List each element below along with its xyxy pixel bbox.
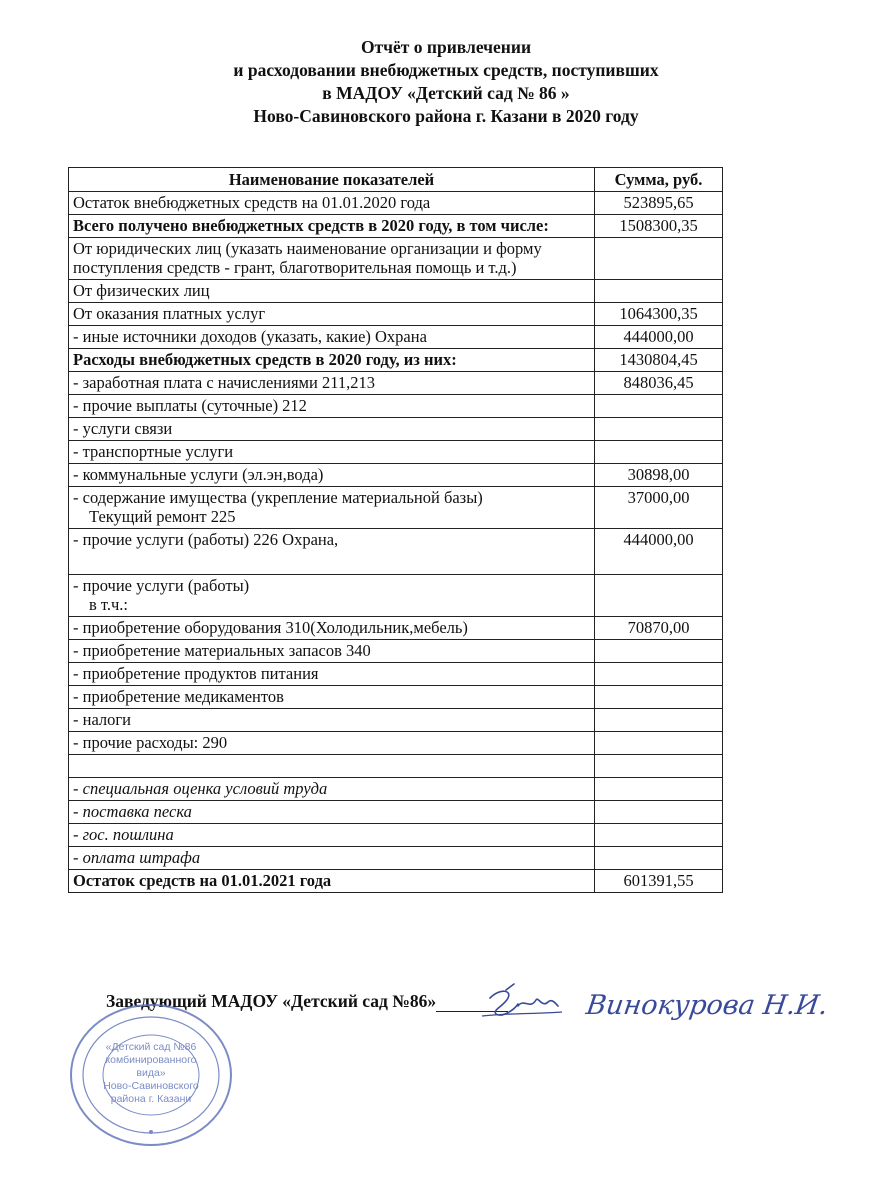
official-stamp xyxy=(66,1000,236,1150)
row-name: - прочие выплаты (суточные) 212 xyxy=(69,395,595,418)
handwritten-name: Винокурова Н.И. xyxy=(584,990,830,1021)
table-row xyxy=(69,441,723,464)
row-name: - услуги связи xyxy=(69,418,595,441)
row-name: - налоги xyxy=(69,709,595,732)
row-sum: 30898,00 xyxy=(595,464,723,487)
row-sum xyxy=(595,778,723,801)
row-sum: 1064300,35 xyxy=(595,303,723,326)
signature-label: Заведующий МАДОУ «Детский сад №86» xyxy=(106,991,437,1011)
row-name: - гос. пошлина xyxy=(69,824,595,847)
table-row xyxy=(69,238,723,280)
table-row xyxy=(69,847,723,870)
stamp-line: Ново-Савиновского xyxy=(103,1080,199,1092)
stamp-line: района г. Казани xyxy=(110,1093,192,1105)
row-sum: 848036,45 xyxy=(595,372,723,395)
row-sum xyxy=(595,686,723,709)
row-name: - транспортные услуги xyxy=(69,441,595,464)
stamp-line: «Детский сад №86 xyxy=(105,1041,197,1053)
row-sum xyxy=(595,824,723,847)
title-line: Отчёт о привлечении xyxy=(360,37,532,57)
row-name: От оказания платных услуг xyxy=(69,303,595,326)
table-row xyxy=(69,215,723,238)
row-name-line: - прочие услуги (работы) xyxy=(73,576,250,595)
table-row xyxy=(69,640,723,663)
table-row xyxy=(69,303,723,326)
table-row xyxy=(69,709,723,732)
table-row xyxy=(69,418,723,441)
report-table xyxy=(68,167,723,893)
row-name: - специальная оценка условий труда xyxy=(69,778,595,801)
row-sum xyxy=(595,418,723,441)
row-sum xyxy=(595,801,723,824)
title-line: в МАДОУ «Детский сад № 86 » xyxy=(322,83,570,103)
header-sum: Сумма, руб. xyxy=(595,168,723,192)
row-sum xyxy=(595,280,723,303)
table-row xyxy=(69,529,723,575)
row-name: - прочие расходы: 290 xyxy=(69,732,595,755)
table-row xyxy=(69,487,723,529)
row-name: Всего получено внебюджетных средств в 2020 году, в том числе: xyxy=(69,215,595,238)
row-name: - заработная плата с начислениями 211,213 xyxy=(69,372,595,395)
table-row xyxy=(69,686,723,709)
table-row xyxy=(69,824,723,847)
header-indicator-name: Наименование показателей xyxy=(69,168,595,192)
row-name xyxy=(69,575,595,617)
handwritten-signature xyxy=(478,980,858,1030)
table-row xyxy=(69,732,723,755)
row-name: Расходы внебюджетных средств в 2020 году, из них: xyxy=(69,349,595,372)
title-line: Ново-Савиновского района г. Казани в 2020 году xyxy=(253,106,639,126)
table-row xyxy=(69,395,723,418)
row-sum xyxy=(595,847,723,870)
row-name: Остаток средств на 01.01.2021 года xyxy=(69,870,595,893)
row-name: - коммунальные услуги (эл.эн,вода) xyxy=(69,464,595,487)
stamp-line: вида» xyxy=(136,1067,166,1079)
row-sum xyxy=(595,663,723,686)
row-sum xyxy=(595,709,723,732)
row-sum: 1430804,45 xyxy=(595,349,723,372)
table-row xyxy=(69,663,723,686)
table-row xyxy=(69,801,723,824)
row-name-subline: в т.ч.: xyxy=(89,595,129,614)
row-name: - приобретение материальных запасов 340 xyxy=(69,640,595,663)
row-sum xyxy=(595,441,723,464)
row-sum: 1508300,35 xyxy=(595,215,723,238)
table-row xyxy=(69,617,723,640)
row-name: - прочие услуги (работы) 226 Охрана, xyxy=(69,529,595,575)
table-row xyxy=(69,326,723,349)
row-name: - приобретение медикаментов xyxy=(69,686,595,709)
table-row xyxy=(69,464,723,487)
title-line: и расходовании внебюджетных средств, поступивших xyxy=(233,60,659,80)
table-row xyxy=(69,575,723,617)
row-name: - приобретение продуктов питания xyxy=(69,663,595,686)
row-name: - поставка песка xyxy=(69,801,595,824)
stamp-line: комбинированного xyxy=(105,1054,197,1066)
row-name: - оплата штрафа xyxy=(69,847,595,870)
row-sum xyxy=(595,395,723,418)
row-name xyxy=(69,487,595,529)
row-sum: 444000,00 xyxy=(595,529,723,575)
table-row xyxy=(69,192,723,215)
row-name: - приобретение оборудования 310(Холодильник,мебель) xyxy=(69,617,595,640)
row-name-line: - содержание имущества (укрепление материальной базы) xyxy=(73,488,483,507)
table-row xyxy=(69,372,723,395)
table-row xyxy=(69,778,723,801)
table-header-row xyxy=(69,168,723,192)
row-sum: 70870,00 xyxy=(595,617,723,640)
row-name: Остаток внебюджетных средств на 01.01.2020 года xyxy=(69,192,595,215)
row-name xyxy=(69,755,595,778)
table-row xyxy=(69,755,723,778)
table-row xyxy=(69,349,723,372)
row-sum: 523895,65 xyxy=(595,192,723,215)
table-row xyxy=(69,870,723,893)
row-sum xyxy=(595,755,723,778)
row-sum xyxy=(595,640,723,663)
row-name: - иные источники доходов (указать, какие) Охрана xyxy=(69,326,595,349)
row-name-subline: Текущий ремонт 225 xyxy=(89,507,236,526)
row-sum: 601391,55 xyxy=(595,870,723,893)
row-name: От физических лиц xyxy=(69,280,595,303)
row-sum: 37000,00 xyxy=(595,487,723,529)
row-sum xyxy=(595,575,723,617)
row-sum xyxy=(595,238,723,280)
row-sum xyxy=(595,732,723,755)
row-name: От юридических лиц (указать наименование организации и форму поступления средств - грант, благотворительная помощь и т.д.) xyxy=(69,238,595,280)
table-row xyxy=(69,280,723,303)
document-title xyxy=(0,36,872,128)
row-sum: 444000,00 xyxy=(595,326,723,349)
